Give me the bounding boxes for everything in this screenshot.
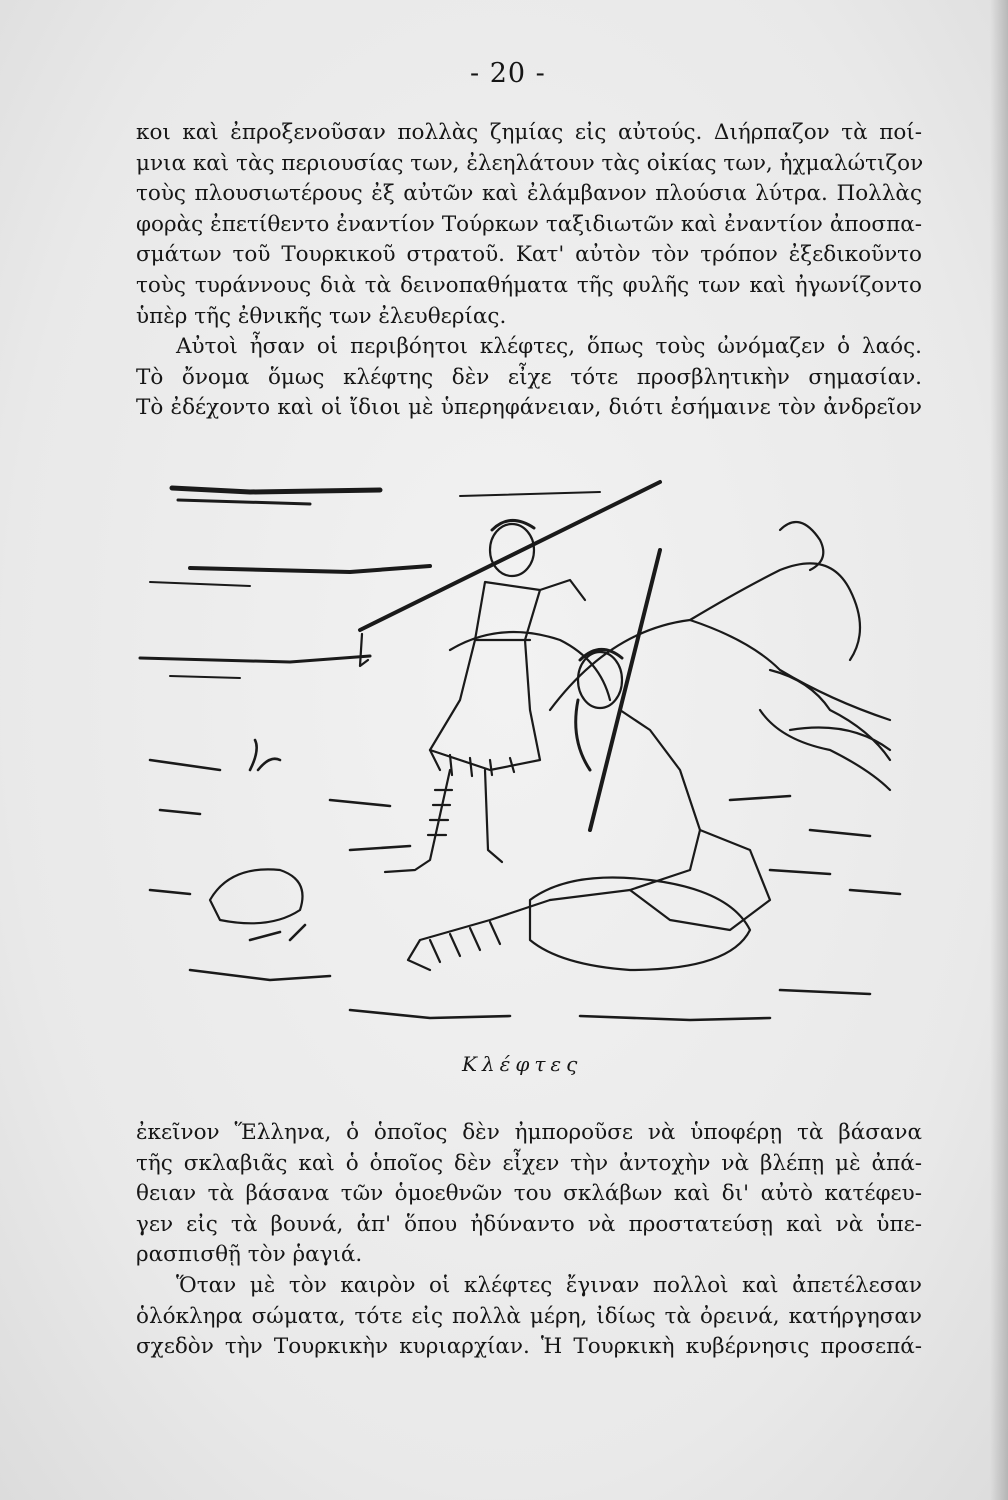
text-line: μνια καὶ τὰς περιουσίας των, ἐλεηλάτουν τὰς οἰκίας των, ἠχμαλώτιζον	[136, 150, 924, 176]
text-line: γεν εἰς τὰ βουνά, ἀπ' ὅπου ἠδύναντο νὰ προστατεύσῃ καὶ νὰ ὑπε-	[136, 1211, 922, 1237]
sky-lines	[140, 488, 600, 678]
mountains	[450, 522, 890, 790]
text-line: ὑπὲρ τῆς ἐθνικῆς των ἐλευθερίας.	[136, 303, 507, 329]
ground-strokes	[150, 740, 900, 1020]
text-line: ὁλόκληρα σώματα, τότε εἰς πολλὰ μέρη, ἰδίως τὰ ὀρεινά, κατήργησαν	[136, 1303, 922, 1329]
text-line: ρασπισθῇ τὸν ῥαγιά.	[136, 1242, 363, 1268]
klephts-illustration	[130, 470, 910, 1040]
text-line: θειαν τὰ βάσανα τῶν ὁμοεθνῶν του σκλάβων καὶ δι' αὐτὸ κατέφευ-	[136, 1181, 922, 1207]
text-line: σχεδὸν τὴν Τουρκικὴν κυριαρχίαν. Ἡ Τουρκικὴ κυβέρνησις προσεπά-	[136, 1334, 922, 1360]
text-line: σμάτων τοῦ Τουρκικοῦ στρατοῦ. Κατ' αὐτὸν τὸν τρόπον ἐξεδικοῦντο	[136, 242, 922, 268]
text-line: φορὰς ἐπετίθεντο ἐναντίον Τούρκων ταξιδιωτῶν καὶ ἐναντίον ἀποσπα-	[136, 211, 922, 237]
rocks	[210, 728, 890, 971]
text-line: τοὺς πλουσιωτέρους ἐξ αὐτῶν καὶ ἐλάμβανον πλούσια λύτρα. Πολλὰς	[136, 181, 922, 207]
illustration-caption: Κλέφτες	[462, 1052, 583, 1076]
text-line: τοὺς τυράννους διὰ τὰ δεινοπαθήματα τῆς φυλῆς των καὶ ἠγωνίζοντο	[136, 272, 922, 298]
text-line: Τὸ ὄνομα ὅμως κλέφτης δὲν εἶχε τότε προσβλητικὴν σημασίαν.	[136, 364, 922, 390]
page-edge-shadow	[990, 0, 1008, 1500]
text-line: Τὸ ἐδέχοντο καὶ οἱ ἴδιοι μὲ ὑπερηφάνειαν, διότι ἐσήμαινε τὸν ἀνδρεῖον	[136, 395, 922, 421]
standing-figure	[360, 482, 660, 872]
text-line: Αὐτοὶ ἦσαν οἱ περιβόητοι κλέφτες, ὅπως τοὺς ὠνόμαζεν ὁ λαός.	[176, 334, 922, 360]
text-line: κοι καὶ ἐπροξενοῦσαν πολλὰς ζημίας εἰς αὐτούς. Διήρπαζον τὰ ποί-	[136, 120, 922, 145]
text-line: Ὅταν μὲ τὸν καιρὸν οἱ κλέφτες ἔγιναν πολλοὶ καὶ ἀπετέλεσαν	[176, 1272, 922, 1298]
top-text-block	[136, 118, 922, 424]
page-number: - 20 -	[470, 58, 546, 89]
text-line: τῆς σκλαβιᾶς καὶ ὁ ὁποῖος δὲν εἶχεν τὴν ἀντοχὴν νὰ βλέπῃ μὲ ἀπά-	[136, 1150, 922, 1176]
text-line: ἐκεῖνον Ἕλληνα, ὁ ὁποῖος δὲν ἠμποροῦσε νὰ ὑποφέρῃ τὰ βάσανα	[136, 1120, 922, 1145]
bottom-text-block	[136, 1118, 922, 1363]
